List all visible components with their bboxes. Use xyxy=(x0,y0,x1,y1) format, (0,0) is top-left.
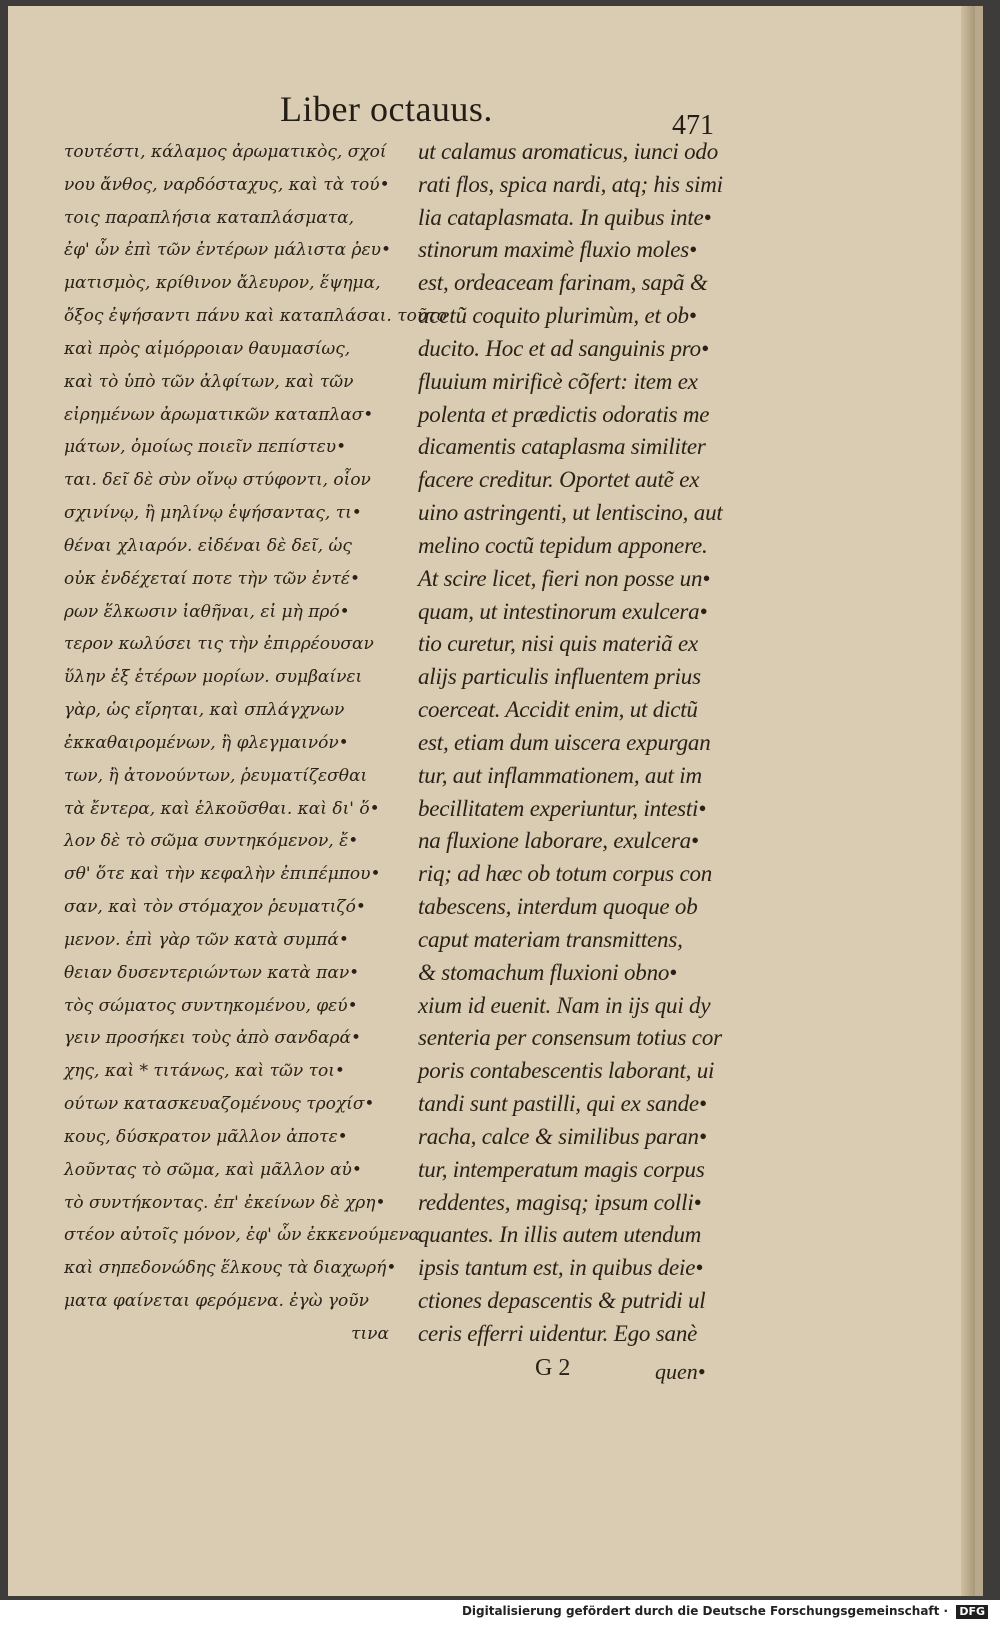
latin-text-column xyxy=(418,138,748,1348)
text-line: καὶ τὸ ὑπὸ τῶν ἀλφίτων, καὶ τῶν xyxy=(64,371,354,392)
text-line: coerceat. Accidit enim, ut dictũ xyxy=(418,697,698,723)
text-line: ούτων κατασκευαζομένους τροχίσ• xyxy=(64,1094,375,1115)
text-line: poris contabescentis laborant, ui xyxy=(418,1058,715,1084)
text-line: ὕλην ἐξ ἑτέρων μορίων. συμβαίνει xyxy=(64,667,363,688)
text-line: των, ἢ ἀτονούντων, ῥευματίζεσθαι xyxy=(64,765,368,786)
text-line: lia cataplasmata. In quibus inte• xyxy=(418,204,712,230)
text-line: & stomachum fluxioni obno• xyxy=(418,959,678,985)
text-line: κους, δύσκρατον μᾶλλον ἀποτε• xyxy=(64,1126,348,1147)
text-line: tabescens, interdum quoque ob xyxy=(418,894,698,920)
text-line: τερον κωλύσει τις τὴν ἐπιρρέουσαν xyxy=(64,634,374,655)
text-line: ipsis tantum est, in quibus deie• xyxy=(418,1255,704,1281)
text-line: ματισμὸς, κρίθινον ἄλευρον, ἕψημα, xyxy=(64,273,381,294)
text-line: ἐφ' ὧν ἐπὶ τῶν ἐντέρων μάλιστα ῥευ• xyxy=(64,240,391,261)
text-line: At scire licet, fieri non posse un• xyxy=(418,565,711,591)
catchword: quen• xyxy=(655,1359,706,1384)
text-line: tur, intemperatum magis corpus xyxy=(418,1156,705,1182)
text-line: ceris efferri uidentur. Ego sanè xyxy=(418,1320,698,1346)
running-head: Liber octauus. xyxy=(280,89,493,129)
page-number: 471 xyxy=(672,110,714,141)
text-line: ματα φαίνεται φερόμενα. ἐγὼ γοῦν xyxy=(64,1290,369,1311)
text-line: τουτέστι, κάλαμος ἀρωματικὸς, σχοί xyxy=(64,142,387,162)
text-line: εἰρημένων ἀρωματικῶν καταπλασ• xyxy=(64,404,374,425)
text-line: γὰρ, ὡς εἴρηται, καὶ σπλάγχνων xyxy=(64,700,345,721)
dfg-logo: DFG xyxy=(956,1605,988,1619)
text-line: fluuium mirificè cõfert: item ex xyxy=(418,368,698,394)
text-line: acetũ coquito plurimùm, et ob• xyxy=(418,303,697,329)
text-line: ducito. Hoc et ad sanguinis pro• xyxy=(418,335,709,361)
text-line: facere creditur. Oportet autẽ ex xyxy=(418,467,700,493)
text-line: ὄξος ἐψήσαντι πάνυ καὶ καταπλάσαι. τοῦτο xyxy=(64,306,447,327)
text-line: est, ordeaceam farinam, sapã & xyxy=(418,270,708,296)
text-line: becillitatem experiuntur, intesti• xyxy=(418,795,707,821)
text-line: alijs particulis influentem prius xyxy=(418,664,701,690)
credit-text: Digitalisierung gefördert durch die Deutsche Forschungsgemeinschaft · xyxy=(461,1604,949,1618)
text-line: στέον αὐτοῖς μόνον, ἐφ' ὧν ἐκκενούμενα xyxy=(64,1225,421,1246)
text-line: λον δὲ τὸ σῶμα συντηκόμενον, ἔ• xyxy=(64,831,359,852)
text-line: rati flos, spica nardi, atq; his simi xyxy=(418,171,723,197)
text-line: ται. δεῖ δὲ σὺν οἴνῳ στύφοντι, οἷον xyxy=(64,470,371,491)
text-line: riq; ad hæc ob totum corpus con xyxy=(418,861,713,887)
text-line: μάτων, ὁμοίως ποιεῖν πεπίστευ• xyxy=(64,437,347,458)
text-line: polenta et prædictis odoratis me xyxy=(418,401,710,427)
page-header xyxy=(280,88,714,141)
text-line: caput materiam transmittens, xyxy=(418,926,683,952)
signature-mark: G 2 xyxy=(535,1355,571,1381)
text-line: ρων ἕλκωσιν ἰαθῆναι, εἰ μὴ πρό• xyxy=(64,601,350,622)
text-line: τινα xyxy=(351,1323,389,1344)
text-line: σαν, καὶ τὸν στόμαχον ῥευματιζό• xyxy=(64,897,366,918)
text-line: ctiones depascentis & putridi ul xyxy=(418,1287,706,1313)
text-line: tur, aut inflammationem, aut im xyxy=(418,762,702,788)
text-line: λοῦντας τὸ σῶμα, καὶ μᾶλλον αὐ• xyxy=(64,1159,362,1180)
text-line: μενον. ἐπὶ γὰρ τῶν κατὰ συμπά• xyxy=(64,929,349,950)
text-line: γειν προσήκει τοὺς ἀπὸ σανδαρά• xyxy=(64,1028,362,1049)
text-line: reddentes, magisq; ipsum colli• xyxy=(418,1189,702,1215)
text-line: uino astringenti, ut lentiscino, aut xyxy=(418,500,723,526)
text-line: est, etiam dum uiscera expurgan xyxy=(418,729,711,755)
text-line: νου ἄνθος, ναρδόσταχυς, καὶ τὰ τού• xyxy=(64,174,390,195)
text-line: tandi sunt pastilli, qui ex sande• xyxy=(418,1091,707,1117)
digitization-credit xyxy=(462,1604,988,1619)
text-line: θειαν δυσεντεριώντων κατὰ παν• xyxy=(64,962,360,983)
text-line: τοις παραπλήσια καταπλάσματα, xyxy=(64,207,355,228)
text-line: οὐκ ἐνδέχεταί ποτε τὴν τῶν ἐντέ• xyxy=(64,568,360,589)
text-line: na fluxione laborare, exulcera• xyxy=(418,828,699,854)
text-line: quam, ut intestinorum exulcera• xyxy=(418,598,708,624)
text-line: melino coctũ tepidum apponere. xyxy=(418,532,708,558)
text-line: tio curetur, nisi quis materiã ex xyxy=(418,631,699,657)
text-line: σθ' ὅτε καὶ τὴν κεφαλὴν ἐπιπέμπου• xyxy=(64,864,381,885)
text-line: καὶ σηπεδονώδης ἕλκους τὰ διαχωρή• xyxy=(64,1258,397,1279)
text-line: senteria per consensum totius cor xyxy=(418,1025,722,1051)
text-line: ut calamus aromaticus, iunci odo xyxy=(418,139,719,164)
page-edge xyxy=(961,6,975,1596)
greek-text-column xyxy=(64,138,447,1348)
text-line: τὰ ἔντερα, καὶ ἑλκοῦσθαι. καὶ δι' ὅ• xyxy=(64,798,380,819)
text-line: dicamentis cataplasma similiter xyxy=(418,434,706,460)
text-line: καὶ πρὸς αἱμόρροιαν θαυμασίως, xyxy=(64,338,351,359)
text-line: racha, calce & similibus paran• xyxy=(418,1123,707,1149)
text-line: stinorum maximè fluxio moles• xyxy=(418,237,697,263)
text-line: τὸ συντήκοντας. ἐπ' ἐκείνων δὲ χρη• xyxy=(64,1192,386,1213)
text-line: quantes. In illis autem utendum xyxy=(418,1222,702,1248)
text-line: θέναι χλιαρόν. εἰδέναι δὲ δεῖ, ὡς xyxy=(64,535,352,556)
text-line: τὸς σώματος συντηκομένου, φεύ• xyxy=(64,995,358,1016)
page-footer xyxy=(535,1355,745,1387)
text-line: xium id euenit. Nam in ijs qui dy xyxy=(418,992,711,1018)
text-line: ἐκκαθαιρομένων, ἢ φλεγμαινόν• xyxy=(64,732,349,753)
text-line: χης, καὶ * τιτάνως, καὶ τῶν τοι• xyxy=(64,1061,345,1082)
text-line: σχινίνῳ, ἢ μηλίνῳ ἑψήσαντας, τι• xyxy=(64,503,362,524)
